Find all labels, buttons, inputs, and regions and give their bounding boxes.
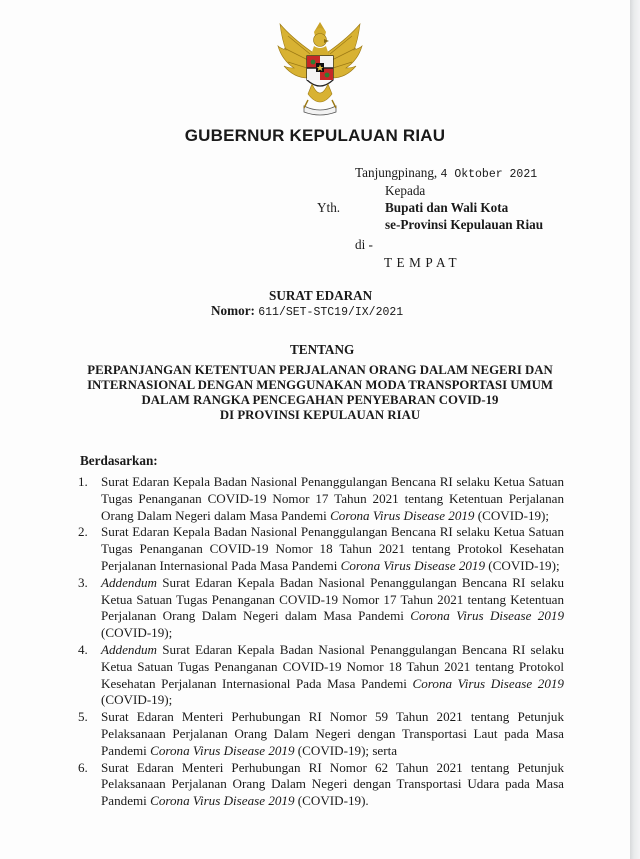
list-number: 2. xyxy=(78,524,88,540)
list-number: 4. xyxy=(78,641,88,657)
list-tail: (COVID-19); xyxy=(485,557,560,573)
list-text: Surat Edaran Kepala Badan Nasional Penanggulangan Bencana RI selaku Ketua Satuan Tugas Penanganan COVID-19 Nomor 18 Tahun 2021 tentang Protokol Kesehatan Perjalanan Internasional Pada Masa Pandemi xyxy=(101,641,564,691)
list-tail: (COVID-19); xyxy=(474,507,550,523)
garuda-emblem-icon xyxy=(274,18,366,122)
list-item xyxy=(78,474,564,524)
list-item xyxy=(78,709,564,759)
page-edge-shadow xyxy=(630,0,640,859)
list-text: Surat Edaran Kepala Badan Nasional Penanggulangan Bencana RI selaku Ketua Satuan Tugas Penanganan COVID-19 Nomor 18 Tahun 2021 tentang Protokol Kesehatan Perjalanan Internasional Pada Masa Pandemi xyxy=(101,524,564,573)
letter-date: 4 Oktober 2021 xyxy=(440,168,538,181)
subject-line: INTERNASIONAL DENGAN MENGGUNAKAN MODA TRANSPORTASI UMUM xyxy=(87,378,553,392)
list-italic: Corona Virus Disease 2019 xyxy=(412,675,564,691)
letter-tempat: TEMPAT xyxy=(384,255,462,270)
letter-place-text: Tanjungpinang, xyxy=(355,165,438,180)
list-text: Surat Edaran Kepala Badan Nasional Penanggulangan Bencana RI selaku Ketua Satuan Tugas Penanganan COVID-19 Nomor 17 Tahun 2021 tentang Ketentuan Perjalanan Orang Dalam Negeri dalam Masa Pandemi xyxy=(101,574,564,624)
list-tail: (COVID-19); xyxy=(101,625,173,641)
list-number: 5. xyxy=(78,709,88,725)
circular-number-label: Nomor: xyxy=(211,303,255,318)
list-italic-prefix: Addendum xyxy=(101,574,158,590)
letter-yth: Yth. xyxy=(317,200,341,215)
list-item xyxy=(78,575,564,642)
list-italic: Corona Virus Disease 2019 xyxy=(330,507,475,523)
list-item xyxy=(78,642,564,709)
letter-recipient-2: se-Provinsi Kepulauan Riau xyxy=(385,217,544,232)
list-text: Surat Edaran Kepala Badan Nasional Penanggulangan Bencana RI selaku Ketua Satuan Tugas Penanganan COVID-19 Nomor 17 Tahun 2021 tentang Ketentuan Perjalanan Orang Dalam Negeri dalam Masa Pandemi xyxy=(101,474,564,523)
letter-place xyxy=(355,165,537,181)
list-italic-prefix: Addendum xyxy=(101,641,158,657)
circular-number xyxy=(211,303,403,319)
list-tail: (COVID-19); serta xyxy=(294,742,398,758)
list-number: 6. xyxy=(78,759,88,775)
basis-list xyxy=(78,474,564,810)
subject-line: DALAM RANGKA PENCEGAHAN PENYEBARAN COVID-19 xyxy=(141,393,499,407)
circular-label: SURAT EDARAN xyxy=(269,288,373,303)
letter-di: di - xyxy=(355,237,373,252)
letter-kepada: Kepada xyxy=(385,183,426,198)
list-text: Surat Edaran Menteri Perhubungan RI Nomor 59 Tahun 2021 tentang Petunjuk Pelaksanaan Perjalanan Orang Dalam Negeri dengan Transportasi Laut pada Masa Pandemi xyxy=(101,709,564,758)
subject-title xyxy=(70,363,570,423)
basis-heading: Berdasarkan: xyxy=(80,453,158,468)
list-number: 1. xyxy=(78,474,88,489)
list-item xyxy=(78,760,564,810)
subject-line: PERPANJANGAN KETENTUAN PERJALANAN ORANG DALAM NEGERI DAN xyxy=(87,363,553,377)
letter-recipient-1: Bupati dan Wali Kota xyxy=(385,200,509,215)
page-heading: GUBERNUR KEPULAUAN RIAU xyxy=(184,126,446,145)
list-italic: Corona Virus Disease 2019 xyxy=(150,793,295,809)
list-italic: Corona Virus Disease 2019 xyxy=(410,608,564,624)
subject-tentang: TENTANG xyxy=(290,342,355,357)
list-number: 3. xyxy=(78,574,88,590)
list-italic: Corona Virus Disease 2019 xyxy=(150,742,295,758)
subject-line: DI PROVINSI KEPULAUAN RIAU xyxy=(219,408,421,422)
list-text: Surat Edaran Menteri Perhubungan RI Nomor 62 Tahun 2021 tentang Petunjuk Pelaksanaan Perjalanan Orang Dalam Negeri dengan Transportasi Udara pada Masa Pandemi xyxy=(101,759,564,809)
list-item xyxy=(78,524,564,574)
list-tail: (COVID-19). xyxy=(294,793,369,809)
circular-number-value: 611/SET-STC19/IX/2021 xyxy=(258,306,404,319)
list-italic: Corona Virus Disease 2019 xyxy=(340,557,486,573)
list-tail: (COVID-19); xyxy=(101,692,173,708)
